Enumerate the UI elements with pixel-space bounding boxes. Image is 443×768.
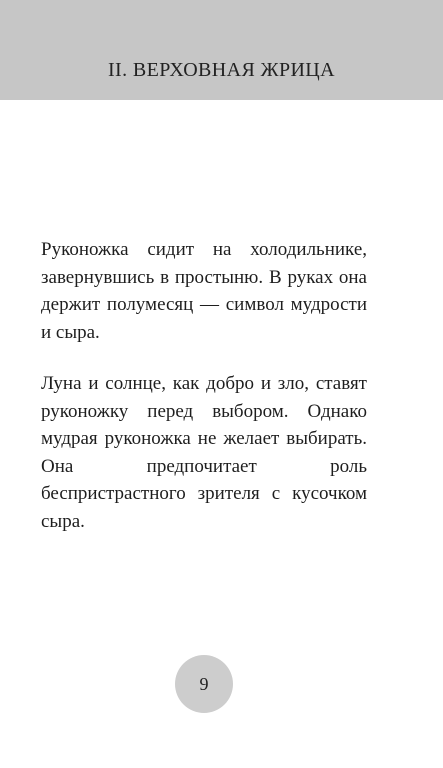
paragraph-2: Луна и солнце, как добро и зло, ставят руконожку перед выбором. Однако мудрая руконожка не желает выбирать. Она предпочитает роль беспристрастного зрителя с кусочком сыра. — [41, 373, 367, 532]
chapter-title: II. ВЕРХОВНАЯ ЖРИЦА — [108, 59, 335, 81]
chapter-header — [0, 0, 443, 100]
paragraph-1: Руконожка сидит на холодильнике, завернувшись в простыню. В руках она держит полумесяц — символ мудрости и сыра. — [41, 239, 367, 343]
page-number-badge — [175, 655, 233, 713]
page-number: 9 — [199, 673, 209, 694]
